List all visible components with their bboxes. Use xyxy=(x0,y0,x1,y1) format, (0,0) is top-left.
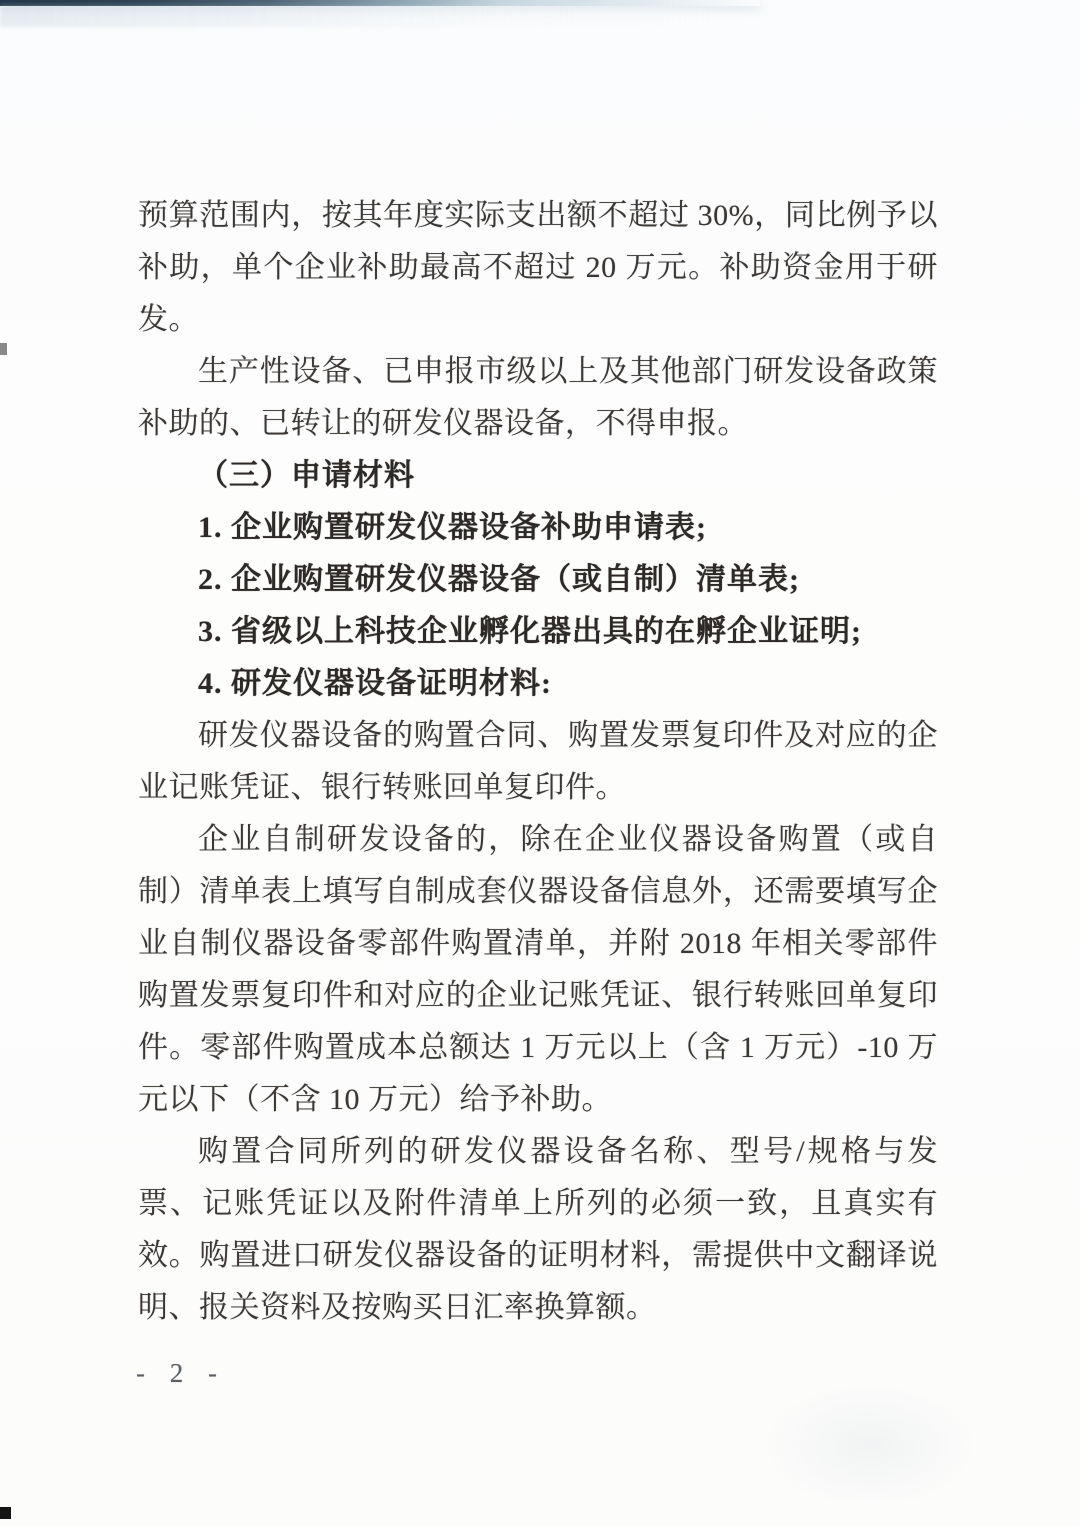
scan-smudge xyxy=(760,1380,980,1510)
scan-artifact-left xyxy=(0,343,7,355)
paragraph: 企业自制研发设备的，除在企业仪器设备购置（或自制）清单表上填写自制成套仪器设备信息外，还需要填写企业自制仪器设备零部件购置清单，并附 2018 年相关零部件购置发票复印件和对应的企业记账凭证、银行转账回单复印件。零部件购置成本总额达 1 万元以上（含 1 万元）-10 万元以下（不含 10 万元）给予补助。 xyxy=(138,823,938,1116)
paragraph: 购置合同所列的研发仪器设备名称、型号/规格与发票、记账凭证以及附件清单上所列的必须一致，且真实有效。购置进口研发仪器设备的证明材料，需提供中文翻译说明、报关资料及按购买日汇率换算额。 xyxy=(138,1135,938,1324)
paragraph: 研发仪器设备的购置合同、购置发票复印件及对应的企业记账凭证、银行转账回单复印件。 xyxy=(138,719,938,804)
scan-artifact-corner xyxy=(0,1507,11,1519)
page-number: - 2 - xyxy=(136,1358,226,1388)
paragraph: 生产性设备、已申报市级以上及其他部门研发设备政策补助的、已转让的研发仪器设备，不得申报。 xyxy=(138,355,938,440)
section-heading: （三）申请材料 xyxy=(198,459,415,492)
paragraph: 预算范围内，按其年度实际支出额不超过 30%，同比例予以补助，单个企业补助最高不超过 20 万元。补助资金用于研发。 xyxy=(138,199,938,336)
list-item: 2. 企业购置研发仪器设备（或自制）清单表; xyxy=(198,563,800,596)
document-body xyxy=(138,190,938,1334)
list-item: 3. 省级以上科技企业孵化器出具的在孵企业证明; xyxy=(198,615,862,648)
scan-edge-haze xyxy=(0,5,740,27)
list-item: 1. 企业购置研发仪器设备补助申请表; xyxy=(198,511,707,544)
list-item: 4. 研发仪器设备证明材料: xyxy=(198,667,552,700)
